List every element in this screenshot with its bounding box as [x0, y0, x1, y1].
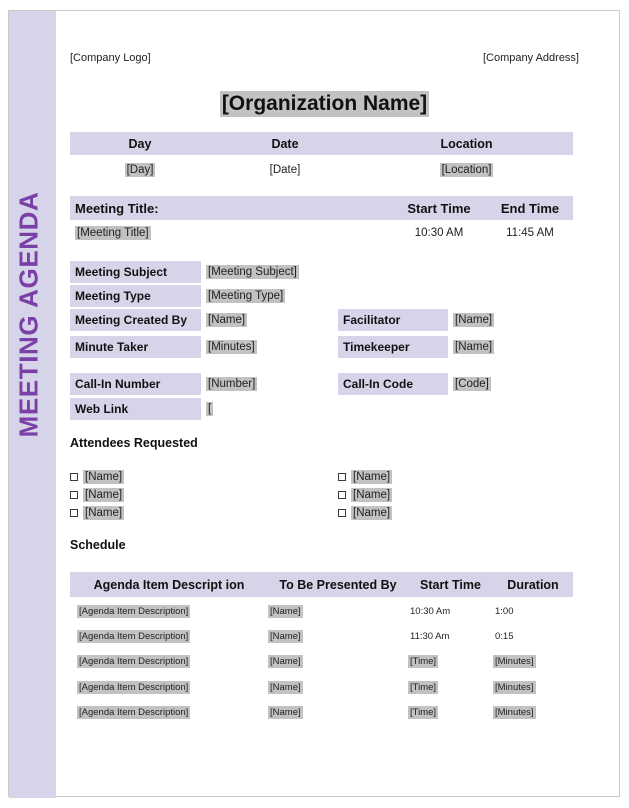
document-sheet: [8, 10, 620, 797]
value-call-in-code[interactable]: [453, 373, 491, 395]
schedule-duration-text: [Minutes]: [495, 682, 534, 693]
attendee-item[interactable]: [70, 470, 124, 484]
attendee-name: [Name]: [353, 507, 391, 519]
attendee-item[interactable]: [338, 488, 392, 502]
cell-day-text: [Day]: [126, 164, 154, 176]
company-address-placeholder: [Company Address]: [483, 52, 579, 64]
detail-row-meeting-type: [70, 285, 573, 307]
attendee-name: [Name]: [85, 471, 123, 483]
label-minute-taker: Minute Taker: [70, 336, 201, 358]
cell-start-time[interactable]: [391, 227, 487, 239]
value-web-link[interactable]: [206, 398, 213, 420]
schedule-cell-description[interactable]: [70, 631, 268, 642]
column-header-agenda-item-description: Agenda Item Descript ion: [93, 577, 245, 592]
cell-date-text: [Date]: [269, 164, 301, 176]
value-web-link-text: [: [208, 403, 212, 415]
checkbox-icon[interactable]: [338, 473, 346, 481]
day-date-location-header-row: [70, 132, 573, 155]
attendee-item[interactable]: [70, 506, 124, 520]
schedule-cell-presented-by[interactable]: [268, 656, 408, 667]
label-facilitator: Facilitator: [338, 309, 448, 331]
schedule-start-time-text: [Time]: [410, 682, 437, 693]
attendee-name: [Name]: [85, 489, 123, 501]
schedule-duration-text: [Minutes]: [495, 656, 534, 667]
checkbox-icon[interactable]: [338, 491, 346, 499]
schedule-description-text: [Agenda Item Description]: [79, 656, 189, 667]
schedule-cell-start-time[interactable]: [408, 631, 493, 642]
schedule-description-text: [Agenda Item Description]: [79, 631, 189, 642]
value-timekeeper-text: [Name]: [455, 341, 493, 353]
schedule-presenter-text: [Name]: [270, 631, 301, 642]
schedule-cell-presented-by[interactable]: [268, 682, 408, 693]
schedule-cell-description[interactable]: [70, 656, 268, 667]
label-meeting-subject: Meeting Subject: [70, 261, 201, 283]
schedule-duration-text: 0:15: [495, 631, 514, 642]
column-header-start-time: Start Time: [407, 200, 471, 216]
schedule-start-time-text: 11:30 Am: [410, 631, 450, 642]
value-meeting-type-text: [Meeting Type]: [208, 290, 284, 302]
company-logo-placeholder: [Company Logo]: [70, 52, 151, 64]
cell-end-time-text: 11:45 AM: [506, 227, 554, 239]
column-header-day: Day: [128, 136, 152, 151]
checkbox-icon[interactable]: [70, 491, 78, 499]
column-header-location: Location: [440, 136, 493, 151]
value-call-in-number-text: [Number]: [208, 378, 256, 390]
meeting-title-header-row: [70, 196, 573, 220]
cell-date[interactable]: [210, 164, 360, 176]
value-timekeeper[interactable]: [453, 336, 494, 358]
sidebar-band: [9, 11, 56, 798]
column-header-schedule-start-time: Start Time: [420, 577, 481, 592]
meeting-title-value-row: [70, 224, 573, 242]
attendee-name: [Name]: [353, 471, 391, 483]
schedule-cell-start-time[interactable]: [408, 682, 493, 693]
schedule-start-time-text: [Time]: [410, 707, 437, 718]
column-header-date: Date: [271, 136, 299, 151]
schedule-row[interactable]: [70, 653, 573, 670]
schedule-cell-duration[interactable]: [493, 606, 573, 617]
organization-name: [Organization Name]: [220, 91, 429, 117]
value-meeting-created-by-text: [Name]: [208, 314, 246, 326]
schedule-row[interactable]: [70, 628, 573, 645]
schedule-row[interactable]: [70, 679, 573, 696]
attendee-item[interactable]: [338, 470, 392, 484]
value-call-in-code-text: [Code]: [455, 378, 489, 390]
day-date-location-value-row: [70, 161, 573, 179]
schedule-cell-duration[interactable]: [493, 707, 573, 718]
schedule-header-row: [70, 572, 573, 597]
cell-end-time[interactable]: [487, 227, 573, 239]
schedule-cell-presented-by[interactable]: [268, 631, 408, 642]
value-meeting-subject[interactable]: [206, 261, 299, 283]
cell-day[interactable]: [70, 164, 210, 176]
schedule-duration-text: 1:00: [495, 606, 514, 617]
organization-name-wrapper: [70, 91, 579, 117]
schedule-presenter-text: [Name]: [270, 707, 301, 718]
schedule-cell-description[interactable]: [70, 682, 268, 693]
sidebar-title-meeting-agenda: MEETING AGENDA: [13, 191, 44, 438]
value-call-in-number[interactable]: [206, 373, 257, 395]
checkbox-icon[interactable]: [70, 509, 78, 517]
schedule-cell-start-time[interactable]: [408, 707, 493, 718]
label-call-in-number: Call-In Number: [70, 373, 201, 395]
value-facilitator-text: [Name]: [455, 314, 493, 326]
label-timekeeper: Timekeeper: [338, 336, 448, 358]
attendee-item[interactable]: [338, 506, 392, 520]
schedule-start-time-text: 10:30 Am: [410, 606, 451, 617]
schedule-cell-duration[interactable]: [493, 631, 573, 642]
column-header-duration: Duration: [507, 577, 559, 592]
cell-meeting-title[interactable]: [70, 227, 391, 239]
schedule-start-time-text: [Time]: [410, 656, 437, 667]
value-meeting-created-by[interactable]: [206, 309, 247, 331]
schedule-cell-description[interactable]: [70, 606, 268, 617]
schedule-cell-start-time[interactable]: [408, 606, 493, 617]
label-web-link: Web Link: [70, 398, 201, 420]
schedule-description-text: [Agenda Item Description]: [79, 707, 189, 718]
value-meeting-type[interactable]: [206, 285, 285, 307]
attendee-item[interactable]: [70, 488, 124, 502]
schedule-duration-text: [Minutes]: [495, 707, 534, 718]
detail-row-web-link: [70, 398, 573, 420]
schedule-row[interactable]: [70, 603, 573, 620]
schedule-description-text: [Agenda Item Description]: [79, 606, 189, 617]
heading-schedule: Schedule: [70, 538, 126, 552]
schedule-description-text: [Agenda Item Description]: [79, 682, 189, 693]
label-meeting-title: Meeting Title:: [75, 200, 159, 216]
attendee-name: [Name]: [85, 507, 123, 519]
schedule-presenter-text: [Name]: [270, 656, 301, 667]
heading-attendees-requested: Attendees Requested: [70, 436, 198, 450]
detail-row-meeting-subject: [70, 261, 573, 283]
attendee-name: [Name]: [353, 489, 391, 501]
schedule-presenter-text: [Name]: [270, 606, 301, 617]
schedule-cell-presented-by[interactable]: [268, 606, 408, 617]
value-minute-taker[interactable]: [206, 336, 257, 358]
schedule-cell-description[interactable]: [70, 707, 268, 718]
schedule-cell-start-time[interactable]: [408, 656, 493, 667]
label-meeting-type: Meeting Type: [70, 285, 201, 307]
label-meeting-created-by: Meeting Created By: [70, 309, 201, 331]
value-minute-taker-text: [Minutes]: [208, 341, 255, 353]
column-header-end-time: End Time: [500, 200, 560, 216]
schedule-row[interactable]: [70, 704, 573, 721]
checkbox-icon[interactable]: [338, 509, 346, 517]
detail-row-minute-taker-timekeeper: [70, 336, 573, 358]
detail-row-created-by-facilitator: [70, 309, 573, 331]
schedule-cell-duration[interactable]: [493, 682, 573, 693]
cell-meeting-title-text: [Meeting Title]: [77, 227, 149, 239]
detail-row-call-in: [70, 373, 573, 395]
checkbox-icon[interactable]: [70, 473, 78, 481]
document-content: [56, 11, 619, 796]
schedule-cell-duration[interactable]: [493, 656, 573, 667]
schedule-cell-presented-by[interactable]: [268, 707, 408, 718]
column-header-presented-by: To Be Presented By: [279, 577, 397, 592]
value-facilitator[interactable]: [453, 309, 494, 331]
document-header: [70, 52, 579, 64]
cell-start-time-text: 10:30 AM: [414, 227, 464, 239]
label-call-in-code: Call-In Code: [338, 373, 448, 395]
cell-location[interactable]: [360, 164, 573, 176]
cell-location-text: [Location]: [441, 164, 492, 176]
value-meeting-subject-text: [Meeting Subject]: [208, 266, 297, 278]
schedule-presenter-text: [Name]: [270, 682, 301, 693]
